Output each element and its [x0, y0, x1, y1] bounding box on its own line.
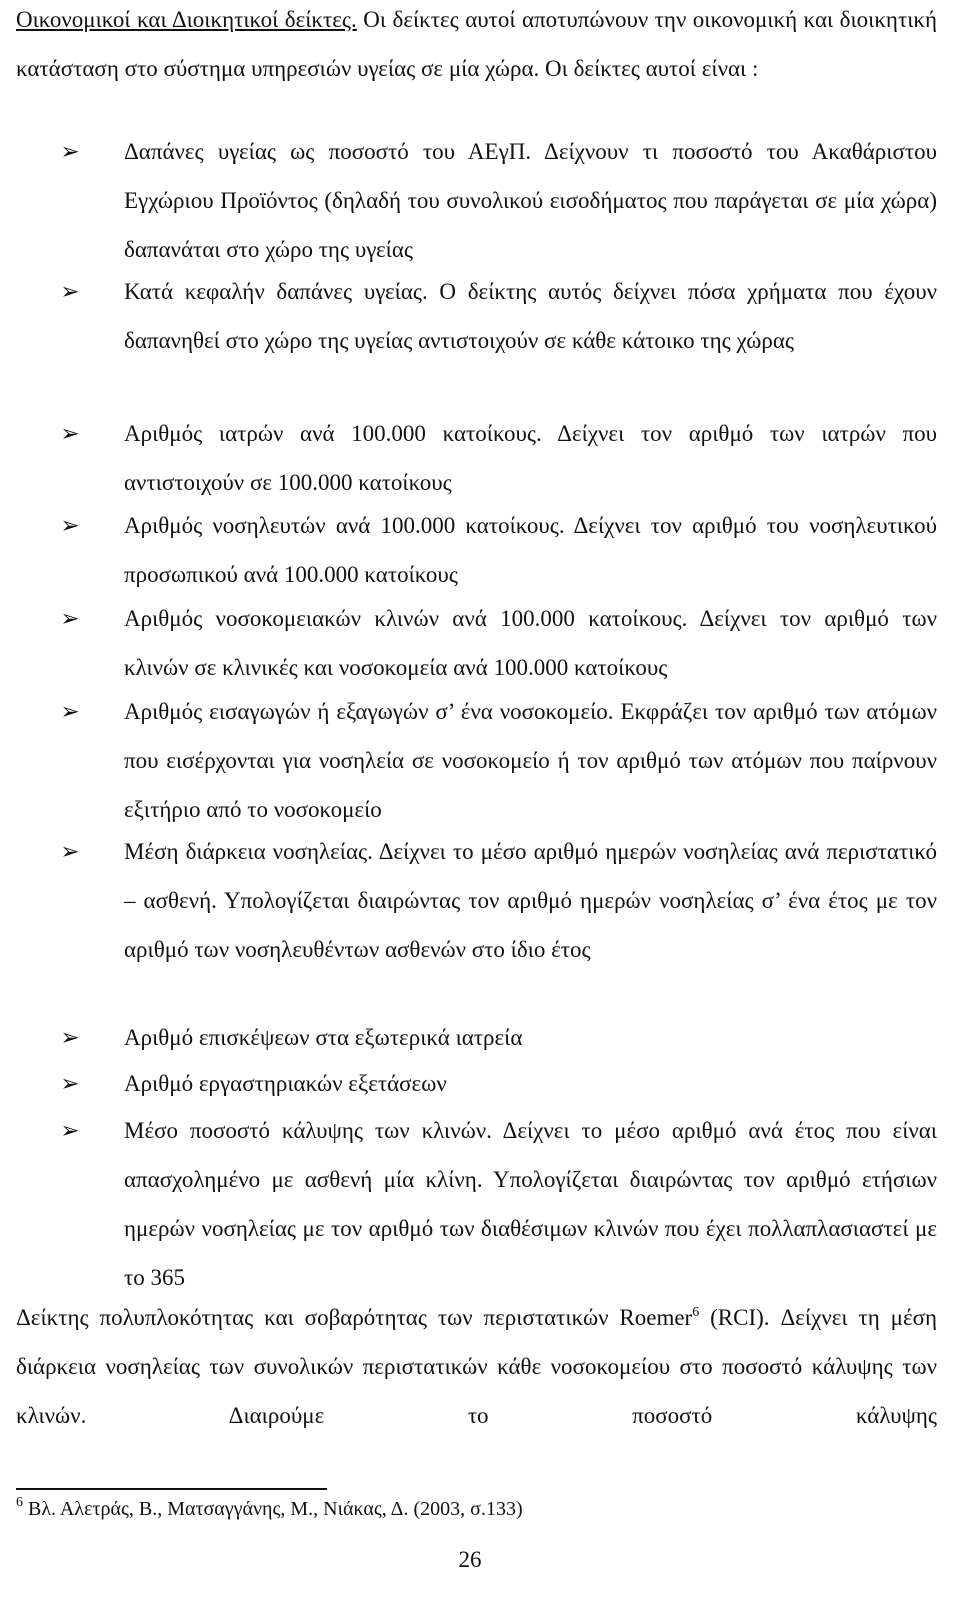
indicator-description: Δείχνει το μέσο αριθμό ανά έτος που είναι απασχολημένο με ασθενή μία κλίνη. Υπολογίζεται διαιρώντας τον αριθμό ετήσιων ημερών νοσηλείας με τον αριθμό των διαθέσιμων κλινών που έχει πολλαπλασιαστεί με το 365 — [124, 1118, 938, 1290]
indicator-term: Αριθμός ιατρών ανά 100.000 κατοίκους. — [124, 421, 542, 446]
arrow-bullet-icon: ➢ — [60, 278, 80, 304]
indicator-description: Δείχνει το μέσο αριθμό ημερών νοσηλείας ανά περιστατικό – ασθενή. Υπολογίζεται διαιρώντας τον αριθμό ημερών νοσηλείας σ’ ένα έτος με τον αριθμό των νοσηλευθέντων ασθενών στο ίδιο έτος — [124, 839, 937, 962]
indicator-item — [16, 687, 937, 834]
indicator-term: Αριθμός εισαγωγών ή εξαγωγών σ’ ένα νοσοκομείο. — [124, 699, 614, 724]
indicator-item — [16, 501, 937, 599]
arrow-bullet-icon: ➢ — [60, 1024, 80, 1050]
intro-text: Οι δείκτες αυτοί αποτυπώνουν την οικονομική και διοικητική κατάσταση στο σύστημα υπηρεσιών υγείας σε μία χώρα. Οι δείκτες αυτοί είναι : — [16, 7, 937, 81]
indicator-description: Δείχνει τον αριθμό των ιατρών που αντιστοιχούν σε 100.000 κατοίκους — [124, 421, 937, 495]
arrow-bullet-icon: ➢ — [60, 512, 80, 538]
indicator-term: Αριθμό εργαστηριακών εξετάσεων — [124, 1071, 447, 1096]
indicator-item — [16, 1013, 937, 1062]
indicator-term: Δαπάνες υγείας ως ποσοστό του ΑΕγΠ. — [124, 139, 532, 164]
rci-heading: Δείκτης πολυπλοκότητας και σοβαρότητας των περιστατικών Roemer — [16, 1305, 693, 1330]
intro-heading: Οικονομικοί και Διοικητικοί δείκτες. — [16, 7, 357, 32]
indicator-term: Κατά κεφαλήν δαπάνες υγείας. — [124, 279, 428, 304]
footnote-reference[interactable]: 6 — [692, 1305, 700, 1320]
indicator-description: Ο δείκτης αυτός δείχνει πόσα χρήματα που έχουν δαπανηθεί στο χώρο της υγείας αντιστοιχούν σε κάθε κάτοικο της χώρας — [124, 279, 937, 353]
arrow-bullet-icon: ➢ — [60, 1070, 80, 1096]
indicator-description: Δείχνει τον αριθμό των κλινών σε κλινικές και νοσοκομεία ανά 100.000 κατοίκους — [124, 606, 938, 680]
indicator-item — [16, 1106, 937, 1302]
arrow-bullet-icon: ➢ — [60, 838, 80, 864]
indicator-term: Αριθμός νοσηλευτών ανά 100.000 κατοίκους. — [124, 513, 565, 538]
indicator-item — [16, 594, 937, 692]
arrow-bullet-icon: ➢ — [60, 420, 80, 446]
indicator-item — [16, 1059, 937, 1108]
arrow-bullet-icon: ➢ — [60, 698, 80, 724]
indicator-description: Δείχνουν τι ποσοστό του Ακαθάριστου Εγχώριου Προϊόντος (δηλαδή του συνολικού εισοδήματος που παράγεται σε μία χώρα) δαπανάται στο χώρο της υγείας — [124, 139, 937, 262]
rci-paragraph — [16, 1293, 937, 1440]
indicator-term: Αριθμός νοσοκομειακών κλινών ανά 100.000 κατοίκους. — [124, 606, 688, 631]
arrow-bullet-icon: ➢ — [60, 605, 80, 631]
indicator-description: Δείχνει τον αριθμό του νοσηλευτικού προσωπικού ανά 100.000 κατοίκους — [124, 513, 938, 587]
indicator-term: Μέσο ποσοστό κάλυψης των κλινών. — [124, 1118, 492, 1143]
indicator-description: Εκφράζει τον αριθμό των ατόμων που εισέρχονται για νοσηλεία σε νοσοκομείο ή τον αριθμό των ατόμων που παίρνουν εξιτήριο από το νοσοκομείο — [124, 699, 937, 822]
rci-text: Δείχνει τη μέση διάρκεια νοσηλείας των συνολικών περιστατικών κάθε νοσοκομείου στο ποσοστό κάλυψης των κλινών. Διαιρούμε το ποσοστό κάλυψης — [16, 1305, 938, 1428]
indicator-item — [16, 127, 937, 274]
intro-paragraph — [16, 0, 937, 93]
rci-abbreviation: (RCI). — [710, 1305, 770, 1330]
indicator-term: Αριθμό επισκέψεων στα εξωτερικά ιατρεία — [124, 1025, 523, 1050]
footnote-number: 6 — [16, 1495, 23, 1510]
footnote-text: Βλ. Αλετράς, Β., Ματσαγγάνης, Μ., Νιάκας, Δ. (2003, σ.133) — [28, 1498, 523, 1520]
arrow-bullet-icon: ➢ — [60, 138, 80, 164]
indicator-item — [16, 409, 937, 507]
indicator-term: Μέση διάρκεια νοσηλείας. — [124, 839, 373, 864]
page-number: 26 — [458, 1547, 482, 1572]
arrow-bullet-icon: ➢ — [60, 1117, 80, 1143]
footnote-divider — [16, 1488, 327, 1490]
indicator-item — [16, 827, 937, 974]
footnote — [16, 1494, 937, 1524]
indicator-item — [16, 267, 937, 365]
